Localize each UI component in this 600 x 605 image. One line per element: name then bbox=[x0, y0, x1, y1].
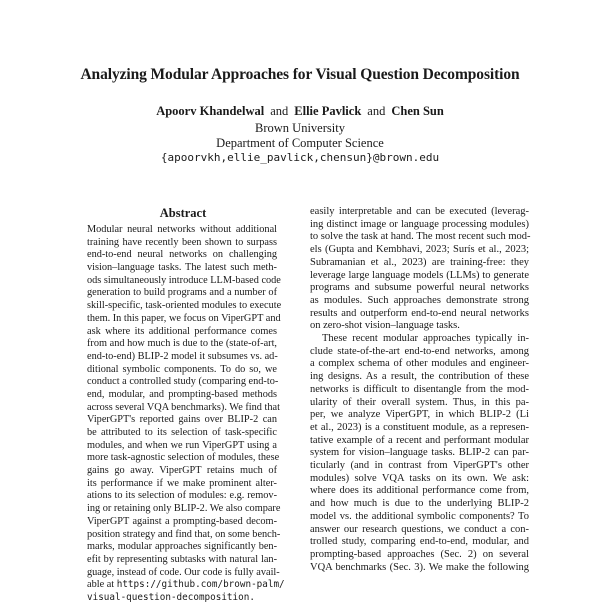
abstract-line: end-to-end) BLIP-2 model it subsumes vs. ad- bbox=[87, 350, 278, 362]
body-line: programs and subsume powerful neural networks bbox=[310, 282, 529, 294]
body-line: These recent modular approaches typically in- bbox=[322, 333, 529, 345]
body-line: system for vision–language tasks. BLIP-2 can par- bbox=[310, 447, 529, 459]
abstract-line: gains go away. ViperGPT retains much of bbox=[87, 465, 277, 477]
code-line-prefix: able at bbox=[87, 579, 115, 591]
abstract-line: ods simultaneously introduce LLM-based code bbox=[87, 274, 281, 286]
body-line: as modules. Such approaches demonstrate strong bbox=[310, 294, 529, 306]
body-line: easily interpretable and can be executed (leverag- bbox=[310, 206, 529, 217]
abstract-line: vision–language tasks. The latest such meth- bbox=[87, 262, 277, 274]
abstract-line: end-to-end neural networks on challenging bbox=[87, 249, 277, 261]
body-line: tative example of a recent and performant modular bbox=[310, 434, 529, 446]
body-line: where does its additional performance come from, bbox=[310, 485, 529, 497]
author-emails: {apoorvkh,ellie_pavlick,chensun}@brown.edu bbox=[160, 151, 440, 164]
abstract-code-line bbox=[87, 592, 277, 605]
body-line: Subramanian et al., 2023) are training-free: they bbox=[310, 256, 529, 268]
body-line: ing designs. As a result, the contribution of these bbox=[310, 371, 529, 383]
body-line: to solve the task at hand. The most recent such mod- bbox=[310, 231, 531, 243]
author-separator: and bbox=[367, 104, 386, 118]
code-url-link[interactable]: https://github.com/brown-palm/ bbox=[116, 579, 285, 591]
abstract-line: skill-specific, task-oriented modules to execute bbox=[87, 300, 282, 312]
abstract-line: modules, and when we run ViperGPT using a bbox=[87, 439, 277, 451]
author-list bbox=[0, 104, 600, 119]
body-line: model vs. the additional symbolic components? To bbox=[310, 510, 529, 522]
paper-title: Analyzing Modular Approaches for Visual Question Decomposition bbox=[80, 66, 520, 83]
abstract-line: ViperGPT against a prompting-based decom- bbox=[87, 515, 277, 527]
abstract-line: position strategy and find that, on some bench- bbox=[87, 528, 281, 540]
body-line: ing distinct image or language processing modules) bbox=[310, 218, 529, 230]
author-name: Ellie Pavlick bbox=[294, 104, 362, 118]
abstract-line: ditional symbolic components. To do so, we bbox=[87, 363, 277, 375]
body-line: a complex schema of other modules and engineer- bbox=[310, 358, 529, 370]
abstract-line: efit by representing subtasks with natural lan- bbox=[87, 553, 277, 565]
body-line: prompting-based approaches (Sec. 2) on several bbox=[310, 548, 529, 560]
abstract-line: ask where its additional performance comes bbox=[87, 325, 277, 337]
abstract-line: be attributed to its selection of task-specific bbox=[87, 427, 277, 438]
abstract-heading: Abstract bbox=[159, 206, 207, 220]
body-line: leverage large language models (LLMs) to generate bbox=[310, 269, 529, 281]
abstract-line: ViperGPT's reported gains over BLIP-2 can bbox=[87, 414, 277, 426]
body-line: ticularly (and in contrast from ViperGPT's other bbox=[310, 460, 529, 472]
body-line: and how much is due to the underlying BLIP-2 bbox=[310, 498, 529, 510]
department: Department of Computer Science bbox=[216, 136, 384, 150]
code-url-link[interactable]: visual-question-decomposition. bbox=[87, 591, 255, 603]
abstract-line: Modular neural networks without additional bbox=[87, 224, 277, 235]
body-line: trolled study, comparing end-to-end, modular, and bbox=[310, 536, 529, 548]
body-right-column bbox=[310, 206, 529, 574]
body-line: per, we analyze ViperGPT, in which BLIP-2 (Li bbox=[310, 409, 529, 421]
author-name: Apoorv Khandelwal bbox=[156, 104, 265, 118]
abstract-line: ations to its selection of modules: e.g. remov- bbox=[87, 490, 277, 502]
abstract-line: more task-agnostic selection of modules, these bbox=[87, 452, 280, 464]
abstract-line: conduct a controlled study (comparing end-to- bbox=[87, 376, 279, 388]
body-line: answer our research questions, we conduct a con- bbox=[310, 523, 529, 535]
body-line: et al., 2023) is a constituent module, as a represen- bbox=[310, 421, 529, 433]
abstract-code-line bbox=[87, 579, 285, 592]
abstract-line: guage, instead of code. Our code is fully avail- bbox=[87, 566, 280, 578]
abstract-line: generation to build programs and a number of bbox=[87, 287, 277, 299]
body-line: clude state-of-the-art end-to-end networks, among bbox=[310, 345, 529, 357]
abstract-line: marks, modular approaches significantly ben- bbox=[87, 541, 277, 553]
affiliation: Brown University bbox=[255, 121, 345, 135]
author-name: Chen Sun bbox=[391, 104, 444, 118]
body-line: ularity of their overall system. Thus, in this pa- bbox=[310, 396, 529, 408]
abstract-line: them. In this paper, we focus on ViperGPT and bbox=[87, 312, 281, 324]
body-line: on zero-shot vision–language tasks. bbox=[310, 320, 460, 332]
body-line: VQA benchmarks (Sec. 3). We make the following bbox=[310, 561, 529, 573]
abstract-line: ing or retaining only BLIP-2. We also compare bbox=[87, 503, 281, 515]
body-line: networks is difficult to disentangle from the mod- bbox=[310, 383, 529, 395]
body-line: modules) solve VQA tasks on its own. We ask: bbox=[310, 472, 529, 484]
author-separator: and bbox=[270, 104, 289, 118]
abstract-line: from and how much is due to the (state-of-art, bbox=[87, 338, 277, 350]
abstract-line: its performance if we make prominent alter- bbox=[87, 477, 277, 489]
abstract-line: end, modular, and prompting-based methods bbox=[87, 388, 277, 400]
body-line: els (Gupta and Kembhavi, 2023; Surís et al., 2023; bbox=[310, 244, 529, 256]
abstract-line: training have recently been shown to surpass bbox=[87, 236, 277, 248]
abstract-body bbox=[87, 224, 285, 605]
abstract-line: across several VQA benchmarks). We find that bbox=[87, 401, 280, 413]
body-line: results and outperform end-to-end neural networks bbox=[310, 307, 529, 319]
